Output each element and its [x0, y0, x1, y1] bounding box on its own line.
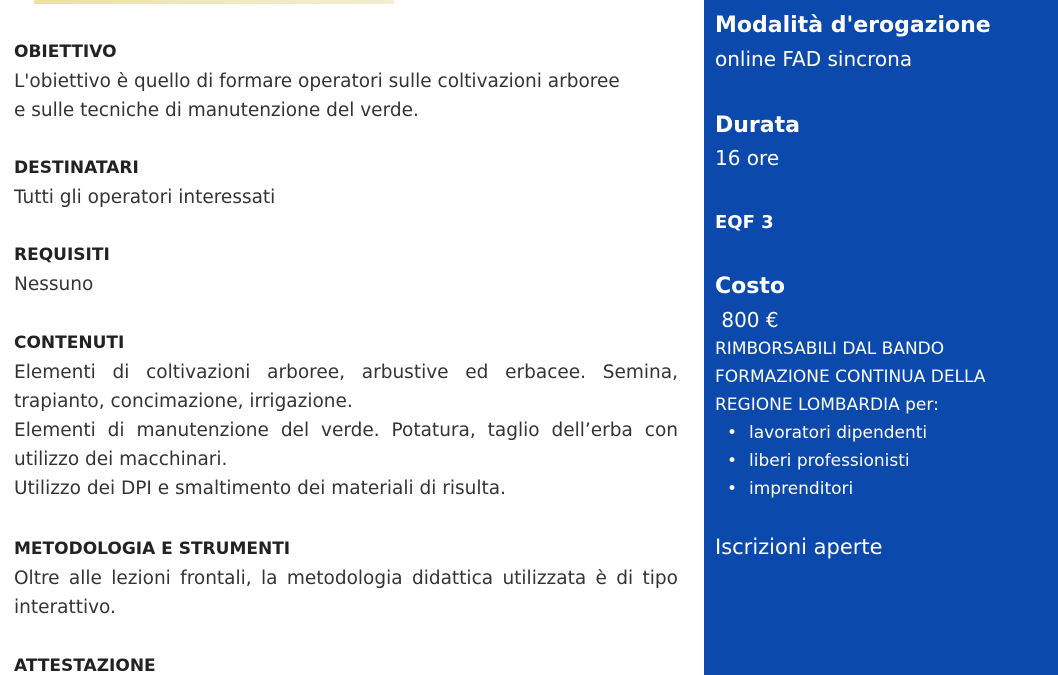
modalita-value: online FAD sincrona	[715, 47, 913, 71]
heading-metodologia: METODOLOGIA E STRUMENTI	[14, 539, 291, 559]
beneficiary-label: imprenditori	[749, 479, 854, 499]
durata-value: 16 ore	[715, 146, 780, 170]
section-requisiti	[14, 241, 678, 299]
section-destinatari	[14, 154, 678, 212]
costo-note-line-1: RIMBORSABILI DAL BANDO	[715, 339, 945, 359]
course-info-sidebar	[704, 0, 1058, 675]
costo-heading: Costo	[715, 274, 785, 299]
destinatari-text: Tutti gli operatori interessati	[14, 187, 276, 208]
heading-requisiti: REQUISITI	[14, 245, 110, 265]
section-contenuti	[14, 329, 678, 503]
heading-contenuti: CONTENUTI	[14, 333, 125, 353]
section-metodologia	[14, 535, 678, 622]
heading-destinatari: DESTINATARI	[14, 158, 139, 178]
requisiti-text: Nessuno	[14, 274, 94, 295]
section-attestazione	[14, 652, 678, 675]
durata-heading: Durata	[715, 113, 800, 138]
heading-obiettivo: OBIETTIVO	[14, 42, 117, 62]
obiettivo-line-1: L'obiettivo è quello di formare operatori sulle coltivazioni arboree	[14, 71, 620, 92]
course-details	[14, 0, 678, 675]
modalita-heading: Modalità d'erogazione	[715, 13, 991, 38]
costo-note-line-2: FORMAZIONE CONTINUA DELLA	[715, 367, 986, 387]
enrollment-status: Iscrizioni aperte	[715, 535, 883, 559]
list-item: • lavoratori dipendenti	[727, 423, 928, 443]
beneficiary-label: liberi professionisti	[749, 451, 910, 471]
heading-attestazione: ATTESTAZIONE	[14, 656, 156, 675]
metodologia-text: Oltre alle lezioni frontali, la metodologia didattica utilizzata è di tipo interattivo.	[14, 568, 678, 618]
costo-value: 800 €	[715, 308, 779, 332]
contenuti-paragraph-3: Utilizzo dei DPI e smaltimento dei materiali di risulta.	[14, 478, 506, 499]
contenuti-paragraph-2: Elementi di manutenzione del verde. Potatura, taglio dell’erba con utilizzo dei macchinari.	[14, 420, 678, 470]
header-decoration	[34, 0, 394, 4]
costo-note-line-3: REGIONE LOMBARDIA per:	[715, 395, 939, 415]
section-obiettivo	[14, 38, 678, 125]
list-item: • liberi professionisti	[727, 451, 910, 471]
contenuti-paragraph-1: Elementi di coltivazioni arboree, arbustive ed erbacee. Semina, trapianto, concimazione, irrigazione.	[14, 362, 678, 412]
beneficiary-label: lavoratori dipendenti	[749, 423, 928, 443]
beneficiaries-list	[715, 419, 927, 503]
eqf-level: EQF 3	[715, 212, 774, 233]
obiettivo-line-2: e sulle tecniche di manutenzione del verde.	[14, 100, 419, 121]
list-item: • imprenditori	[727, 479, 854, 499]
